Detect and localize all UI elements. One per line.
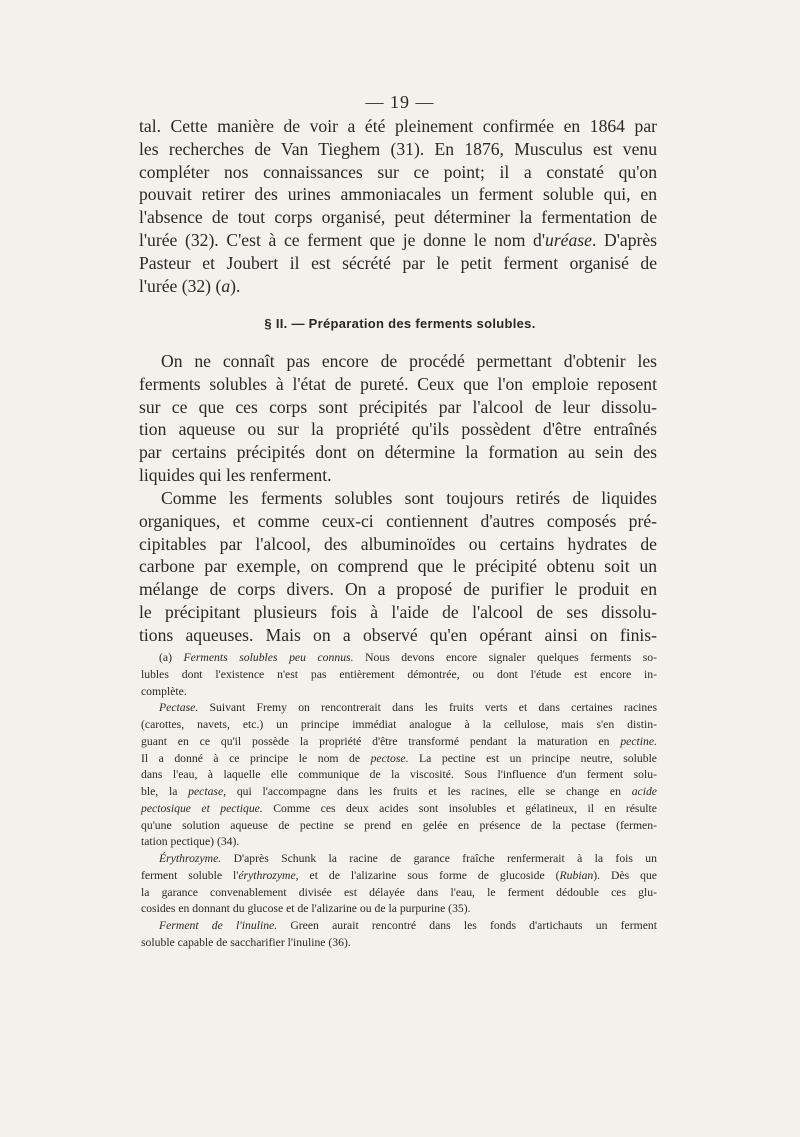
footnote — [141, 650, 657, 952]
text-line: cipitables par l'alcool, des albuminoïdes ou certains hydrates de — [139, 533, 657, 554]
italic-term: Pectase. — [159, 701, 199, 715]
text-line: mélange de corps divers. On a proposé de purifier le produit en — [139, 579, 657, 600]
text-line: compléter nos connaissances sur ce point; il a constaté qu'on — [139, 161, 657, 182]
text-span: ). — [230, 275, 241, 296]
text-span: Comme ces deux acides sont insolubles et gélatineux, il en résulte — [262, 801, 657, 815]
text-span: ). Dès que — [593, 868, 657, 882]
footnote-line: (carottes, navets, etc.) un principe immédiat analogue à la cellulose, mais s'en distin- — [141, 718, 657, 731]
footnote-line — [141, 751, 657, 768]
footnote-line: tation pectique) (34). — [141, 835, 240, 849]
text-line: ferments solubles à l'état de pureté. Ceux que l'on emploie reposent — [139, 373, 657, 394]
footnote-ref: a — [221, 275, 231, 296]
section-heading: § II. — Préparation des ferments solubles. — [264, 316, 536, 331]
footnote-line: la garance convenablement divisée est délayée dans l'eau, le ferment dédouble ces glu- — [141, 885, 657, 899]
text-line — [139, 275, 657, 298]
text-line: l'absence de tout corps organisé, peut déterminer la fermentation de — [139, 207, 657, 228]
text-line: pouvait retirer des urines ammoniacales un ferment soluble qui, en — [139, 184, 657, 205]
italic-term: Ferment de l'inuline. — [159, 919, 278, 932]
text-line — [139, 229, 657, 252]
text-line: tions aqueuses. Mais on a observé qu'en opérant ainsi on finis- — [139, 624, 657, 645]
text-span: . D'après — [591, 229, 658, 250]
text-line: les recherches de Van Tieghem (31). En 1876, Musculus est venu — [139, 138, 657, 159]
footnote-line: soluble capable de saccharifier l'inuline (36). — [141, 935, 351, 949]
footnote-line — [141, 918, 657, 935]
text-span: ble, la — [141, 785, 189, 798]
text-line: Pasteur et Joubert il est sécrété par le petit ferment organisé de — [139, 252, 657, 273]
footnote-line — [141, 801, 657, 818]
text-span: l'urée (32) ( — [139, 275, 222, 296]
footnote-line: lubles dont l'existence n'est pas entièrement démontrée, ou dont l'étude est encore in- — [141, 667, 657, 681]
text-line: liquides qui les renferment. — [139, 464, 332, 485]
italic-term: Érythrozyme. — [159, 852, 222, 865]
paragraph-continuation — [139, 115, 657, 297]
text-line: tion aqueuse ou sur la propriété qu'ils possèdent d'être entraînés — [139, 419, 657, 440]
footnote-line — [141, 784, 657, 801]
italic-term: pectine. — [620, 734, 657, 748]
text-line: sur ce que ces corps sont précipités par l'alcool de leur dissolu- — [139, 396, 657, 417]
italic-term: pectose. — [370, 751, 409, 765]
italic-term: acide — [631, 785, 657, 798]
text-span: Green aurait rencontré dans les fonds d'artichauts un ferment — [277, 919, 657, 932]
footnote-line: complète. — [141, 684, 187, 698]
footnote-line — [141, 650, 657, 667]
footnote-line — [141, 700, 657, 717]
text-span: l'urée (32). C'est à ce ferment que je donne le nom d' — [139, 229, 546, 250]
text-line: le précipitant plusieurs fois à l'aide de l'alcool de ses dissolu- — [139, 601, 657, 622]
text-line: Comme les ferments solubles sont toujours retirés de liquides — [161, 488, 657, 508]
text-span: (a) — [159, 651, 184, 664]
text-line: On ne connaît pas encore de procédé permettant d'obtenir les — [161, 351, 657, 371]
text-span: La pectine est un principe neutre, soluble — [408, 751, 657, 765]
paragraph-preparation — [139, 350, 657, 487]
footnote-line: cosides en donnant du glucose et de l'alizarine ou de la purpurine (35). — [141, 902, 471, 916]
text-span: Suivant Fremy on rencontrerait dans les fruits verts et dans certaines racines — [198, 701, 657, 715]
page-number: — 19 — — [365, 92, 435, 112]
text-span: ferment soluble l' — [141, 868, 239, 882]
footnote-line — [141, 734, 657, 751]
text-span: Nous devons encore signaler quelques ferments so- — [353, 651, 657, 664]
italic-term: pectase, — [188, 785, 227, 798]
footnote-line — [141, 851, 657, 868]
text-span: Il a donné à ce principe le nom de — [141, 751, 371, 765]
footnote-line: dans l'eau, à laquelle elle communique de la viscosité. Sous l'influence d'un ferment solu- — [141, 768, 657, 782]
italic-term: pectosique et pectique. — [141, 801, 263, 815]
text-span: guant en ce qu'il possède la propriété d'être transformé pendant la maturation en — [141, 734, 621, 748]
text-line: carbone par exemple, on comprend que le précipité obtenu soit un — [139, 556, 657, 577]
text-span: et de l'alizarine sous forme de glucoside ( — [298, 868, 560, 882]
text-line: par certains précipités dont on détermine la formation au sein des — [139, 442, 657, 463]
text-span: D'après Schunk la racine de garance fraîche renfermerait à la fois un — [221, 852, 657, 865]
footnote-line — [141, 868, 657, 885]
paragraph-purification — [139, 487, 657, 647]
text-line: organiques, et comme ceux-ci contiennent d'autres composés pré- — [139, 510, 657, 531]
italic-term: Rubian — [559, 868, 594, 882]
footnote-line: qu'une solution aqueuse de pectine se prend en gelée en présence de la pectase (fermen- — [141, 818, 657, 832]
text-line: tal. Cette manière de voir a été pleinement confirmée en 1864 par — [139, 116, 657, 136]
uréase-term: uréase — [545, 229, 592, 250]
italic-term: érythrozyme, — [238, 868, 299, 882]
text-span: qui l'accompagne dans les fruits et les racines, elle se change en — [226, 785, 632, 798]
italic-term: Ferments solubles peu connus. — [183, 651, 354, 664]
